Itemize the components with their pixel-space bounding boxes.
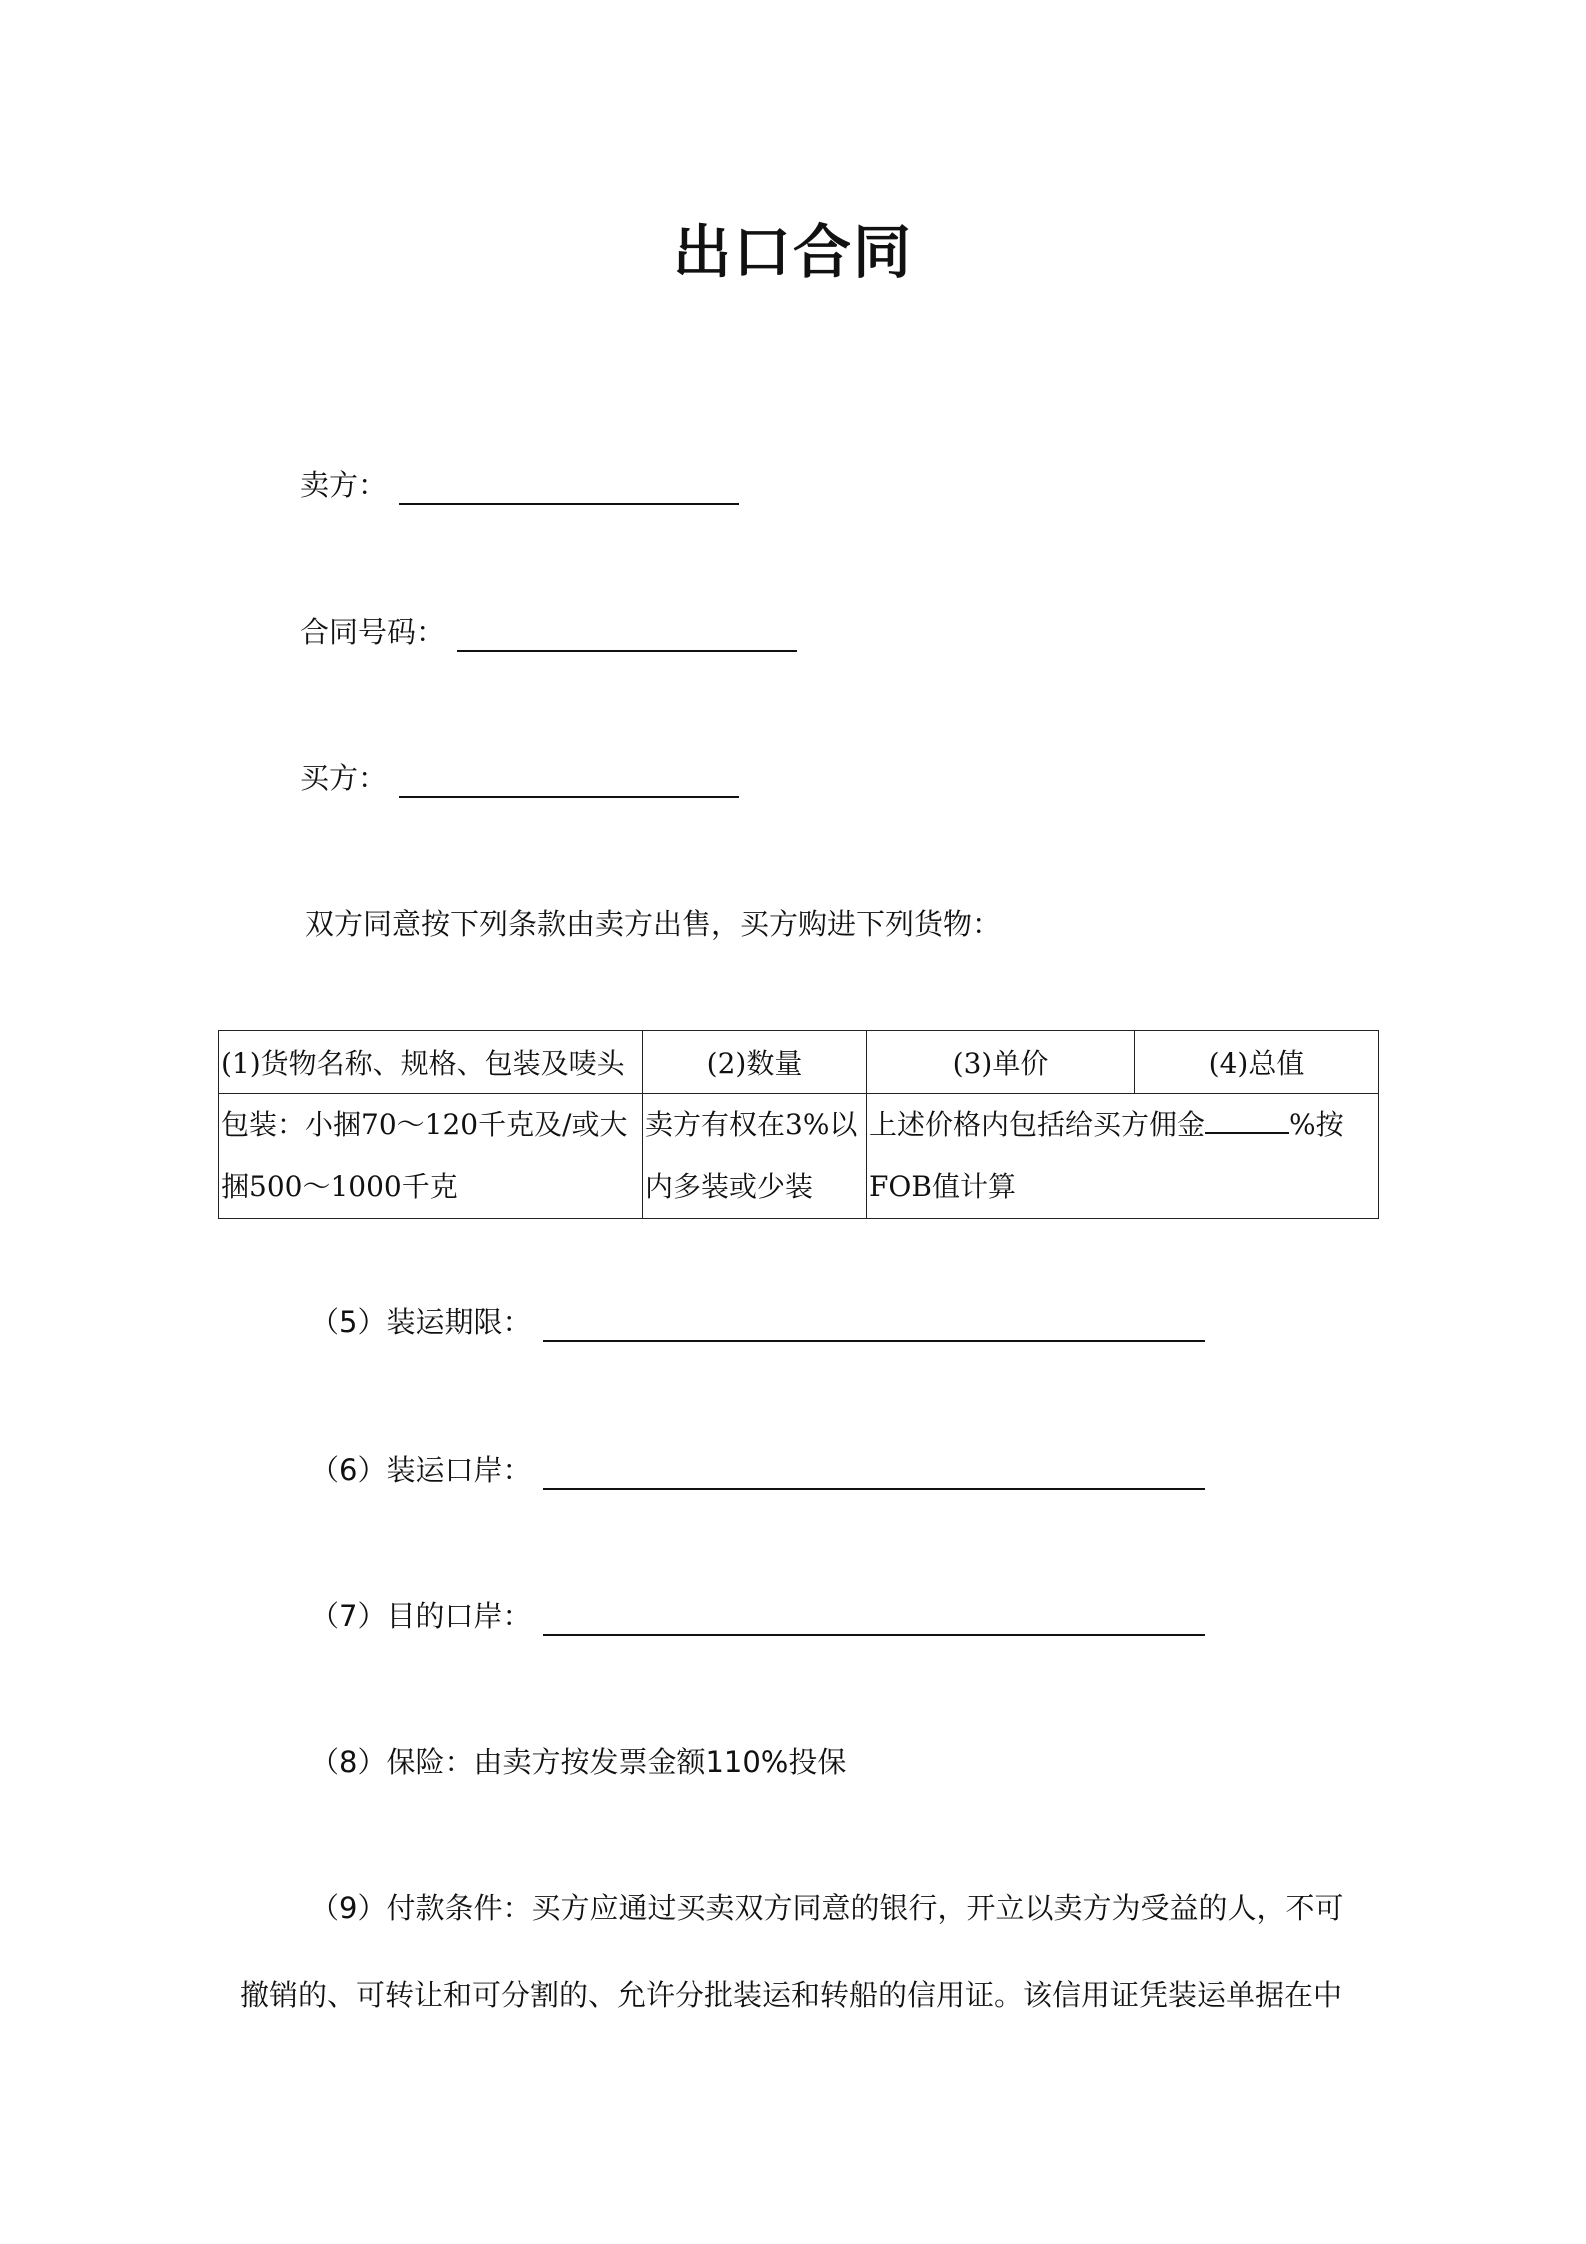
buyer-field [300,758,739,798]
buyer-label: 买方： [300,761,388,795]
buyer-blank[interactable] [399,766,739,798]
intro-paragraph: 双方同意按下列条款由卖方出售，买方购进下列货物： [305,907,1002,941]
quantity-line-1: 卖方有权在3%以 [645,1108,858,1141]
header-quantity: (2)数量 [643,1031,867,1094]
shipment-period-label: （5）装运期限： [310,1305,532,1339]
payment-clause-line-2: 撤销的、可转让和可分割的、允许分批装运和转船的信用证。该信用证凭装运单据在中 [240,1978,1343,2012]
price-cell [867,1094,1379,1219]
price-text-b: %按 [1289,1108,1344,1141]
price-text-a: 上述价格内包括给买方佣金 [869,1108,1206,1141]
document-title: 出口合同 [672,218,913,286]
contract-number-field [300,612,797,652]
header-unit-price: (3)单价 [867,1031,1135,1094]
quantity-line-2: 内多装或少装 [645,1170,814,1203]
commission-blank[interactable] [1205,1108,1289,1134]
goods-table [218,1030,1379,1219]
loading-port-field [310,1450,1205,1490]
table-row [219,1094,1379,1219]
seller-field [300,465,739,505]
insurance-clause: （8）保险：由卖方按发票金额110%投保 [310,1745,847,1779]
packing-line-2: 捆500～1000千克 [221,1170,458,1203]
destination-port-blank[interactable] [543,1604,1205,1636]
contract-number-blank[interactable] [457,620,797,652]
seller-blank[interactable] [399,473,739,505]
loading-port-label: （6）装运口岸： [310,1453,532,1487]
payment-clause-line-1: （9）付款条件：买方应通过买卖双方同意的银行，开立以卖方为受益的人，不可 [310,1891,1344,1925]
header-total-value: (4)总值 [1135,1031,1379,1094]
price-line-2: FOB值计算 [869,1170,1016,1203]
packing-cell [219,1094,643,1219]
price-line-1 [869,1094,1376,1156]
seller-label: 卖方： [300,468,388,502]
quantity-cell [643,1094,867,1219]
loading-port-blank[interactable] [543,1458,1205,1490]
contract-number-label: 合同号码： [300,615,446,649]
packing-line-1: 包装：小捆70～120千克及/或大 [221,1108,628,1141]
shipment-period-field [310,1302,1205,1342]
header-goods: (1)货物名称、规格、包装及唛头 [219,1031,643,1094]
table-header-row [219,1031,1379,1094]
destination-port-label: （7）目的口岸： [310,1599,532,1633]
shipment-period-blank[interactable] [543,1310,1205,1342]
destination-port-field [310,1596,1205,1636]
